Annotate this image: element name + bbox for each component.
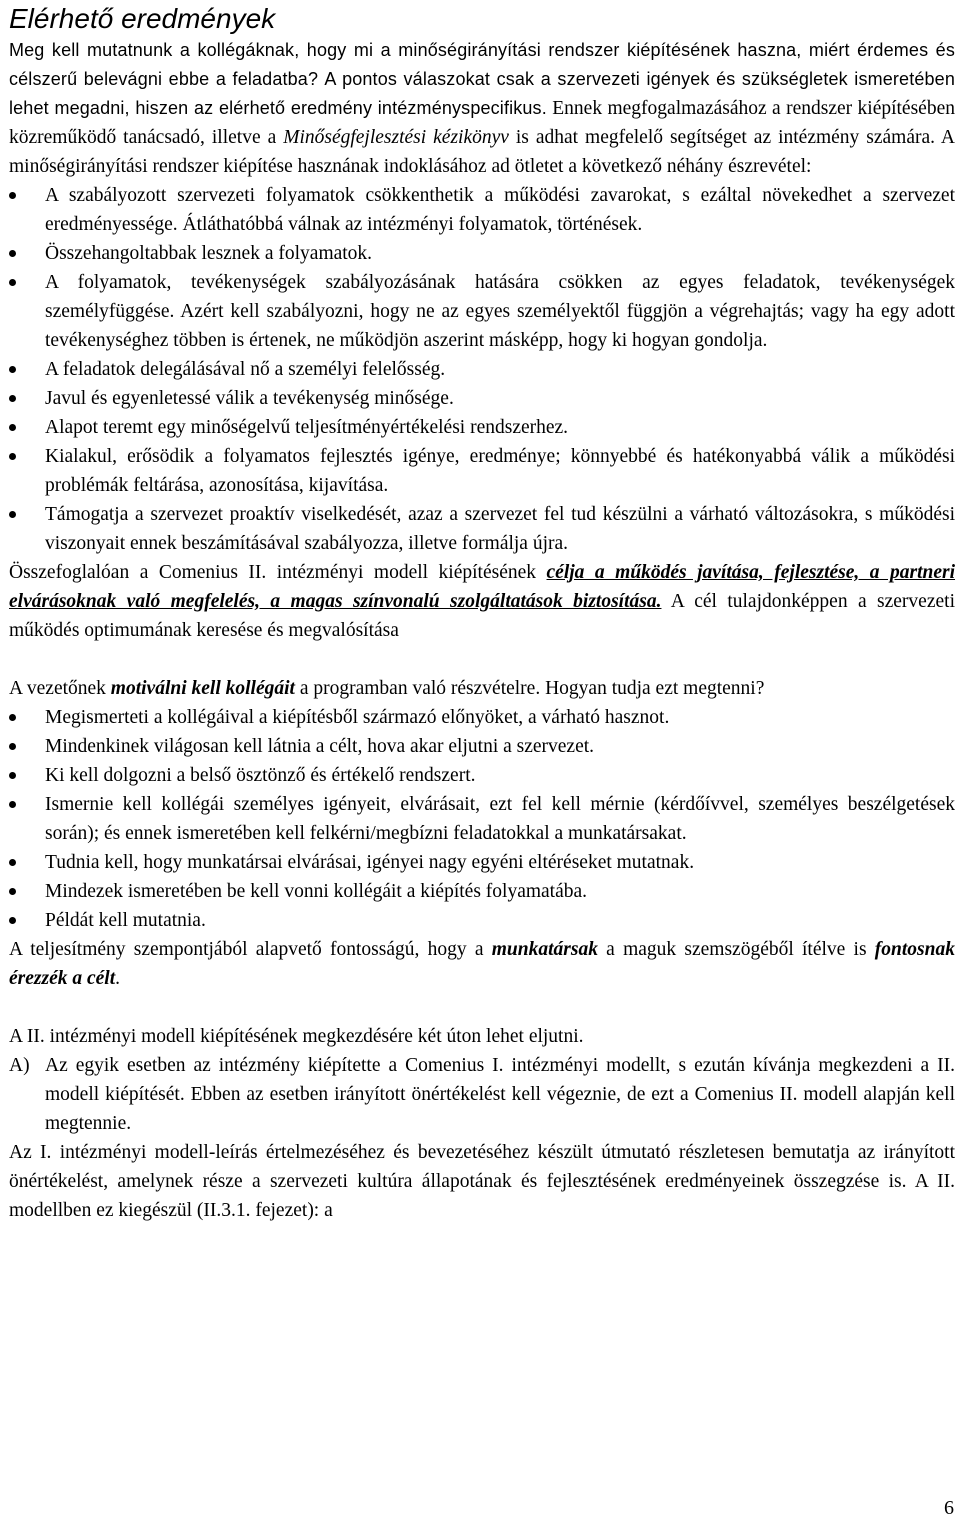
list-item-text: Támogatja a szervezet proaktív viselkedését, azaz a szervezet fel tud készülni a várható változásokra, s működési viszonyait ennek beszámításával szabályozza, illetve formálja újra. (45, 504, 955, 554)
bullet-icon (9, 511, 16, 518)
bullet-icon (9, 424, 16, 431)
leader-emphasis: motiválni kell kollégáit (110, 678, 295, 699)
list-item (9, 703, 955, 732)
summary-emphasis: célja a működés javítása, fejlesztése, a partneri elvárásoknak való megfelelés, a magas színvonalú szolgáltatások biztosítása. (9, 562, 956, 612)
bullet-icon (9, 888, 16, 895)
bullet-icon (9, 859, 16, 866)
list-item-text: A folyamatok, tevékenységek szabályozásának hatására csökken az egyes feladatok, tevékenységek személyfüggése. Azért kell szabályozni, hogy ne az egyes személyektől függjön a végrehajtás; vagy ha egy adott tevékenységhez többen is értenek, ne működjön aszerint másképp, hogy ki hogyan gondolja. (45, 272, 955, 351)
bullet-icon (9, 366, 16, 373)
list-item (9, 355, 955, 384)
intro-sentence: A minőségirányítási rendszer kiépítése hasznának indoklásához ad ötletet a következő néhány észrevétel: (9, 127, 955, 177)
list-item-text: Mindezek ismeretében be kell vonni kollégáit a kiépítés folyamatába. (45, 881, 588, 902)
bullet-icon (9, 453, 16, 460)
start-paragraph: A II. intézményi modell kiépítésének megkezdésére két úton lehet eljutni. (9, 1026, 584, 1047)
bullet-icon (9, 772, 16, 779)
list-item-text: Mindenkinek világosan kell látnia a célt, hova akar eljutni a szervezet. (45, 736, 595, 757)
list-item-text: Ki kell dolgozni a belső ösztönző és értékelő rendszert. (45, 765, 476, 786)
spacer (9, 645, 955, 674)
list-item (9, 181, 955, 239)
document-page (9, 0, 955, 1225)
bullet-icon (9, 192, 16, 199)
option-marker: A) (9, 1055, 30, 1076)
option-list (9, 1051, 955, 1138)
bullet-icon (9, 395, 16, 402)
performance-text: a maguk szemszögéből ítélve is (597, 939, 875, 960)
intro-sentence: A pontos válaszokat csak a szervezeti igények és szükségletek ismeretében lehet megadni, hiszen az elérhető eredmény intézményspecifikus. (9, 69, 956, 118)
list-item-text: Az egyik esetben az intézmény kiépítette a Comenius I. intézményi modellt, s ezután kívánja megkezdeni a II. modell kiépítését. Ebben az esetben irányított önértékelést kell végeznie, de ezt a Comenius II. modell alapján kell megtennie. (45, 1055, 955, 1134)
list-item (9, 790, 955, 848)
performance-emphasis: fontosnak érezzék a célt (9, 939, 955, 989)
page-number: 6 (944, 1497, 954, 1519)
performance-emphasis: munkatársak (491, 939, 598, 960)
summary-paragraph (9, 558, 955, 645)
list-item-text: A szabályozott szervezeti folyamatok csökkenthetik a működési zavarokat, s ezáltal növekedhet a szervezet eredményessége. Átláthatóbbá válnak az intézményi folyamatok, történések. (45, 185, 955, 235)
list-item (9, 906, 955, 935)
spacer (9, 993, 955, 1022)
list-item-text: Megismerteti a kollégáival a kiépítésből származó előnyöket, a várható hasznot. (45, 707, 670, 728)
performance-text: . (115, 968, 121, 989)
leader-text: a programban való részvételre. Hogyan tudja ezt megtenni? (294, 678, 765, 699)
list-item-text: Ismernie kell kollégái személyes igényeit, elvárásait, ezt fel kell mérnie (kérdőívvel, személyes beszélgetések során); és ennek ismeretében kell felkérni/megbízni feladatokkal a munkatársakat. (45, 794, 955, 844)
bullet-icon (9, 917, 16, 924)
summary-text: Összefoglalóan a Comenius II. intézményi modell kiépítésének (9, 562, 547, 583)
list-item-text: Tudnia kell, hogy munkatársai elvárásai, igényei nagy egyéni eltéréseket mutatnak. (45, 852, 695, 873)
performance-paragraph (9, 935, 955, 993)
list-item (9, 732, 955, 761)
list-item (9, 268, 955, 355)
list-item (9, 877, 955, 906)
list-item-text: A feladatok delegálásával nő a személyi felelősség. (45, 359, 446, 380)
leader-task-list (9, 703, 955, 935)
bullet-icon (9, 279, 16, 286)
closing-paragraph: Az I. intézményi modell-leírás értelmezéséhez és bevezetéséhez készült útmutató részletesen bemutatja az irányított önértékelést, amelynek része a szervezeti kultúra állapotának és fejlesztésének eredményeinek összegzése is. A II. modellben ez kiegészül (II.3.1. fejezet): a (9, 1142, 955, 1221)
list-item (9, 384, 955, 413)
list-item (9, 761, 955, 790)
list-item-text: Javul és egyenletessé válik a tevékenység minősége. (45, 388, 454, 409)
list-item (9, 413, 955, 442)
bullet-icon (9, 801, 16, 808)
section-heading: Elérhető eredmények (9, 3, 276, 34)
bullet-icon (9, 714, 16, 721)
list-item (9, 1051, 955, 1138)
leader-paragraph (9, 674, 955, 703)
list-item-text: Példát kell mutatnia. (45, 910, 206, 931)
intro-paragraph (9, 36, 955, 181)
list-item (9, 848, 955, 877)
list-item (9, 500, 955, 558)
list-item-text: Összehangoltabbak lesznek a folyamatok. (45, 243, 373, 264)
leader-text: A vezetőnek (9, 678, 111, 699)
intro-sentence: is adhat megfelelő segítséget az intézmény számára. (508, 127, 936, 148)
intro-sentence: Meg kell mutatnunk a kollégáknak, hogy mi a minőségirányítási rendszer kiépítésének haszna, miért érdemes és célszerű belevágni ebbe a feladatba? (9, 40, 955, 89)
list-item-text: Alapot teremt egy minőségelvű teljesítményértékelési rendszerhez. (45, 417, 569, 438)
handbook-title: Minőségfejlesztési kézikönyv (283, 127, 509, 148)
list-item (9, 442, 955, 500)
list-item (9, 239, 955, 268)
bullet-icon (9, 250, 16, 257)
intro-sentence: Ennek megfogalmazásához a rendszer kiépítésében közreműködő tanácsadó, illetve a (9, 98, 955, 148)
summary-text: A cél tulajdonképpen a szervezeti működés optimumának keresése és megvalósítása (9, 591, 955, 641)
bullet-icon (9, 743, 16, 750)
list-item-text: Kialakul, erősödik a folyamatos fejlesztés igénye, eredménye; könnyebbé és hatékonyabbá válik a működési problémák feltárása, azonosítása, kijavítása. (45, 446, 955, 496)
performance-text: A teljesítmény szempontjából alapvető fontosságú, hogy a (9, 939, 492, 960)
benefit-list (9, 181, 955, 558)
